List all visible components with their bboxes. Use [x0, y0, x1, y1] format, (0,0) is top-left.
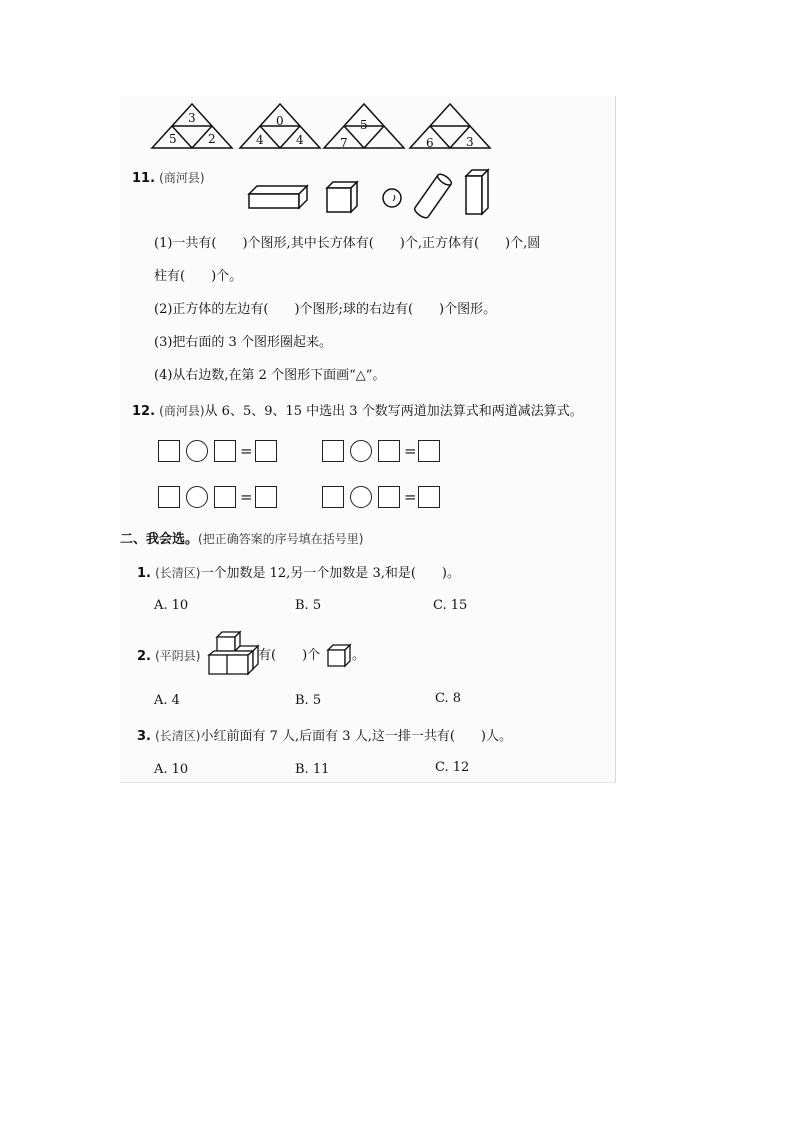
operator-circle[interactable] — [350, 440, 372, 462]
q12-source: (商河县) — [159, 404, 205, 418]
q11-sub4: (4)从右边数,在第 2 个图形下面画“△”。 — [154, 368, 386, 383]
choice-3-option-b[interactable]: B. 11 — [295, 762, 330, 777]
answer-box[interactable] — [255, 440, 277, 462]
equals-sign: = — [404, 442, 417, 460]
choice-1-source: (长清区) — [155, 566, 201, 580]
answer-box[interactable] — [418, 440, 440, 462]
answer-box[interactable] — [255, 486, 277, 508]
choice-3-number: 3. — [137, 729, 151, 744]
choice-3-source: (长清区) — [155, 729, 201, 743]
choice-2-number: 2. — [137, 649, 151, 664]
q11-sub1-line1: (1)一共有( )个图形,其中长方体有( )个,正方体有( )个,圆 — [154, 236, 541, 251]
q11-sub3: (3)把右面的 3 个图形圈起来。 — [154, 335, 332, 350]
triangle-4-left: 6 — [426, 136, 434, 150]
q11-sub1-line2: 柱有( )个。 — [154, 269, 243, 284]
answer-box[interactable] — [158, 440, 180, 462]
operator-circle[interactable] — [186, 440, 208, 462]
q11-shapes — [245, 168, 495, 218]
triangle-4 — [410, 104, 490, 148]
choice-3-text: 小红前面有 7 人,后面有 3 人,这一排一共有( )人。 — [200, 729, 512, 744]
choice-2-option-c[interactable]: C. 8 — [435, 691, 462, 706]
section2-header — [120, 531, 363, 548]
q12-number: 12. — [132, 404, 156, 419]
triangle-3-left: 7 — [340, 136, 348, 150]
equals-sign: = — [240, 488, 253, 506]
section2-note: (把正确答案的序号填在括号里) — [198, 532, 364, 546]
q11-source: (商河县) — [159, 171, 205, 185]
choice-question-3 — [137, 728, 512, 745]
answer-box[interactable] — [418, 486, 440, 508]
choice-1-option-c[interactable]: C. 15 — [433, 598, 468, 613]
operator-circle[interactable] — [186, 486, 208, 508]
choice-2-text-a: 有( )个 — [258, 648, 321, 663]
triangle-1-right: 2 — [208, 132, 216, 146]
cylinder-shape — [413, 172, 453, 220]
triangle-1-left: 5 — [169, 132, 177, 146]
operator-circle[interactable] — [350, 486, 372, 508]
choice-1-option-b[interactable]: B. 5 — [295, 598, 322, 613]
triangle-2-left: 4 — [256, 133, 264, 147]
choice-2-option-b[interactable]: B. 5 — [295, 693, 322, 708]
q12-header — [132, 403, 583, 420]
number-triangles — [150, 100, 500, 152]
choice-1-number: 1. — [137, 566, 151, 581]
cuboid-tall-shape — [466, 170, 488, 214]
choice-1-text: 一个加数是 12,另一个加数是 3,和是( )。 — [200, 566, 460, 581]
triangle-1-top: 3 — [188, 111, 196, 125]
cube-stack-figure — [207, 631, 259, 677]
choice-2-option-a[interactable]: A. 4 — [154, 693, 180, 708]
triangle-2-right: 4 — [296, 133, 304, 147]
answer-box[interactable] — [158, 486, 180, 508]
q11-sub2: (2)正方体的左边有( )个图形;球的右边有( )个图形。 — [154, 302, 497, 317]
answer-box[interactable] — [378, 440, 400, 462]
q11-header — [132, 170, 205, 187]
choice-3-option-c[interactable]: C. 12 — [435, 760, 470, 775]
equals-sign: = — [404, 488, 417, 506]
cube-shape — [327, 182, 357, 212]
choice-2-source: (平阴县) — [155, 649, 201, 663]
sphere-shape — [383, 189, 401, 207]
triangle-2-top: 0 — [276, 114, 284, 128]
equals-sign: = — [240, 442, 253, 460]
answer-box[interactable] — [322, 440, 344, 462]
triangle-3-top: 5 — [360, 118, 368, 132]
answer-box[interactable] — [322, 486, 344, 508]
answer-box[interactable] — [214, 440, 236, 462]
answer-box[interactable] — [214, 486, 236, 508]
q12-text: 从 6、5、9、15 中选出 3 个数写两道加法算式和两道减法算式。 — [204, 404, 583, 419]
small-cube-icon — [326, 644, 352, 668]
choice-question-2 — [137, 648, 201, 665]
choice-3-option-a[interactable]: A. 10 — [154, 762, 189, 777]
answer-box[interactable] — [378, 486, 400, 508]
choice-2-text-b: 。 — [352, 648, 366, 663]
section2-title: 二、我会选。 — [120, 532, 199, 547]
choice-question-1 — [137, 565, 460, 582]
cuboid-flat-shape — [249, 186, 307, 208]
triangle-4-right: 3 — [466, 135, 474, 149]
choice-1-option-a[interactable]: A. 10 — [154, 598, 189, 613]
q11-number: 11. — [132, 171, 156, 186]
